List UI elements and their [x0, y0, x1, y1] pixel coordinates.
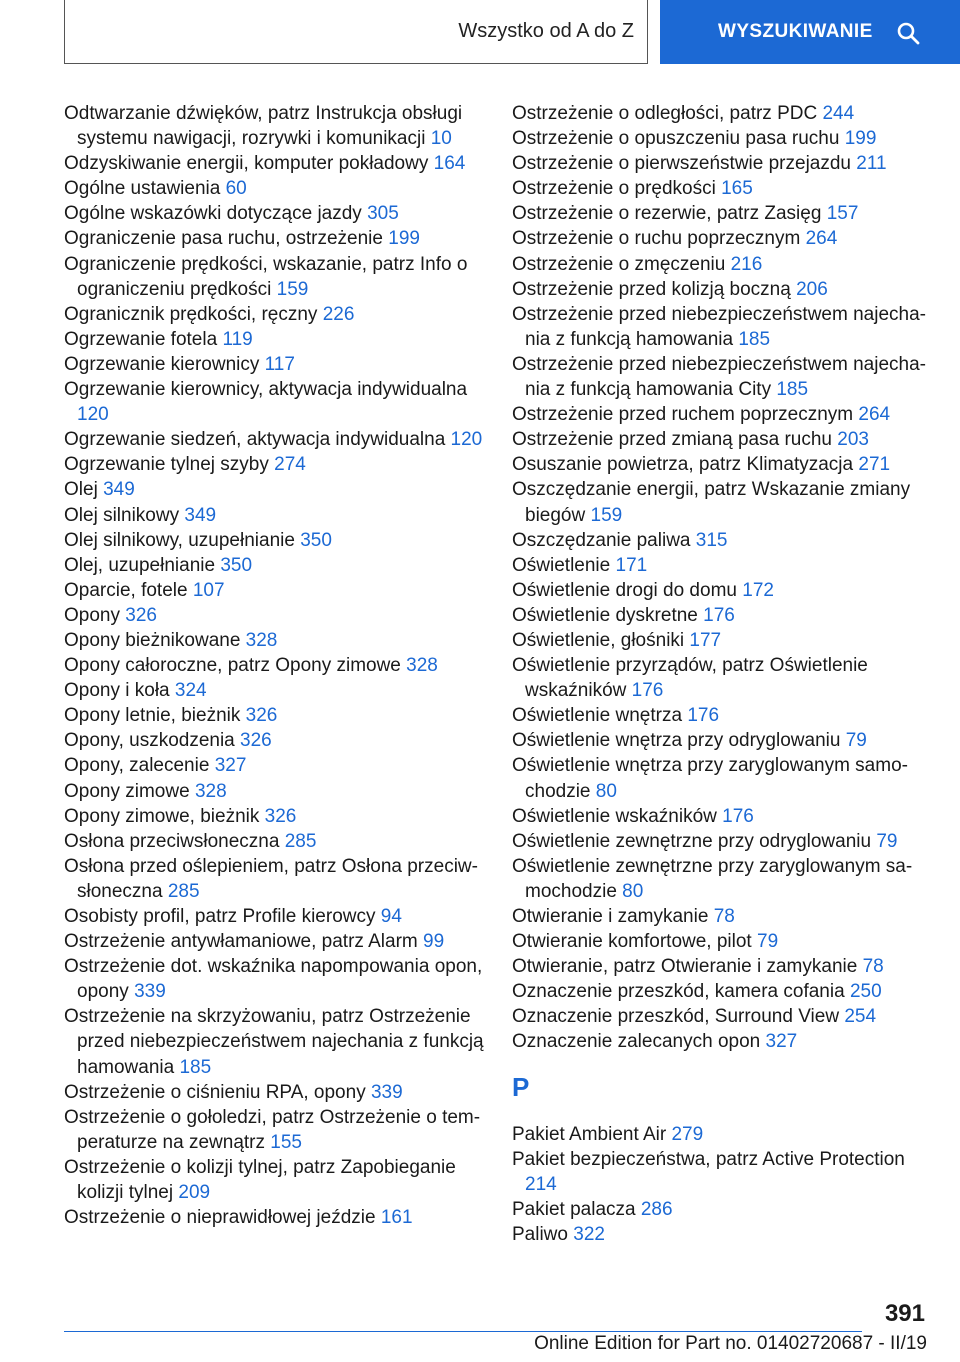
index-entry-page-link[interactable]: 176: [631, 680, 664, 702]
index-entry-page-link[interactable]: 326: [245, 705, 278, 727]
index-entry: [512, 126, 932, 151]
index-entry-page-link[interactable]: 349: [103, 479, 135, 501]
index-entry: [512, 352, 932, 402]
index-entry: [64, 452, 484, 477]
index-entry: [512, 1122, 932, 1147]
index-column-left: [64, 101, 484, 1230]
index-entry: [512, 201, 932, 226]
tab-index-a-to-z[interactable]: [64, 0, 648, 64]
index-entry: [64, 578, 484, 603]
index-entry-page-link[interactable]: 119: [222, 328, 253, 350]
index-entry: [512, 277, 932, 302]
index-entry: [64, 678, 484, 703]
section-letter-heading: P: [512, 1071, 530, 1102]
index-entry: [64, 1155, 484, 1205]
index-entry-page-link[interactable]: 185: [738, 328, 771, 350]
index-entry-page-link[interactable]: 117: [264, 353, 295, 375]
index-entry-page-link[interactable]: 155: [270, 1131, 302, 1153]
index-entry: [64, 528, 484, 553]
index-entry: [64, 302, 484, 327]
search-icon: [896, 21, 920, 45]
index-entry-page-link[interactable]: 99: [423, 931, 445, 953]
index-entry-page-link[interactable]: 328: [245, 629, 278, 651]
index-entry-page-link[interactable]: 349: [184, 504, 217, 526]
index-entry: [512, 804, 932, 829]
index-entry-page-link[interactable]: 176: [687, 705, 720, 727]
index-entry: [64, 252, 484, 302]
index-entry-page-link[interactable]: 177: [689, 629, 722, 651]
index-entry-text: Oszczędzanie paliwa: [512, 529, 691, 551]
index-entry: [64, 427, 484, 452]
index-entry-page-link[interactable]: 326: [125, 604, 157, 626]
index-entry: [64, 151, 484, 176]
index-entry-text: Olej silnikowy, uzupełnianie: [64, 529, 295, 551]
index-entry-page-link[interactable]: 324: [174, 680, 207, 702]
index-entry-text: Pakiet palacza: [512, 1198, 636, 1220]
index-entry-page-link[interactable]: 339: [134, 981, 166, 1003]
index-entry: [64, 1105, 484, 1155]
index-entry-text: Ostrzeżenie antywłamaniowe, patrz Alarm: [64, 931, 418, 953]
index-entry-page-link[interactable]: 203: [837, 429, 869, 451]
index-entry: [64, 854, 484, 904]
index-entry-text: Olej, uzupełnianie: [64, 554, 216, 576]
index-entry: [512, 101, 932, 126]
index-entry-page-link[interactable]: 161: [380, 1207, 413, 1229]
index-entry: [64, 327, 484, 352]
index-entry-text: Oparcie, fotele: [64, 579, 188, 601]
index-entry: [512, 854, 932, 904]
index-entry: [64, 779, 484, 804]
index-entry-page-link[interactable]: 165: [721, 178, 753, 200]
index-entry-text: Ostrzeżenie o rezerwie, patrz Zasięg: [512, 203, 822, 225]
index-entry-text: Ogrzewanie siedzeń, aktywacja indywidualna: [64, 429, 446, 451]
index-entry: [64, 226, 484, 251]
index-entry-text: Otwieranie, patrz Otwieranie i zamykanie: [512, 956, 858, 978]
index-entry: [512, 402, 932, 427]
index-entry-page-link[interactable]: 327: [765, 1031, 798, 1053]
index-list-p: [512, 1122, 932, 1247]
tab-search[interactable]: [660, 0, 960, 64]
index-entry: [64, 201, 484, 226]
index-entry-page-link[interactable]: 120: [77, 404, 109, 426]
index-entry: [512, 979, 932, 1004]
index-entry-text: Ogólne ustawienia: [64, 178, 221, 200]
index-entry-page-link[interactable]: 350: [220, 554, 253, 576]
index-entry: [64, 101, 484, 151]
index-entry-page-link[interactable]: 322: [573, 1223, 605, 1245]
index-entry-text: Osuszanie powietrza, patrz Klimatyzacja: [512, 454, 854, 476]
index-entry-page-link[interactable]: 159: [590, 504, 623, 526]
index-entry-text: Ostrzeżenie o gołoledzi, patrz Ostrzeżenie o temperaturze na zewnątrz: [64, 1106, 481, 1153]
index-entry: [512, 1222, 932, 1247]
index-entry-page-link[interactable]: 339: [370, 1081, 403, 1103]
index-entry-page-link[interactable]: 80: [595, 780, 617, 802]
index-entry-page-link[interactable]: 250: [849, 981, 882, 1003]
index-entry-text: Ostrzeżenie dot. wskaźnika napompowania opon, opony: [64, 956, 483, 1003]
index-entry: [512, 151, 932, 176]
index-entry-text: Ogranicznik prędkości, ręczny: [64, 303, 318, 325]
index-entry-page-link[interactable]: 79: [757, 931, 779, 953]
index-entry-page-link[interactable]: 264: [805, 228, 838, 250]
index-entry-text: Opony, zalecenie: [64, 755, 210, 777]
index-entry-page-link[interactable]: 328: [406, 655, 438, 677]
index-entry-text: Oświetlenie zewnętrzne przy odryglowaniu: [512, 830, 872, 852]
index-entry-text: Ogrzewanie fotela: [64, 328, 218, 350]
index-entry: [512, 628, 932, 653]
index-entry-page-link[interactable]: 80: [622, 880, 644, 902]
index-entry-text: Ogrzewanie tylnej szyby: [64, 454, 269, 476]
index-entry: [512, 427, 932, 452]
index-entry-text: Olej: [64, 479, 98, 501]
index-entry: [512, 1029, 932, 1054]
index-entry-text: Opony bieżnikowane: [64, 629, 241, 651]
index-entry: [64, 954, 484, 1004]
index-entry-text: Otwieranie i zamykanie: [512, 906, 709, 927]
index-entry: [512, 528, 932, 553]
index-entry-text: Ograniczenie prędkości, wskazanie, patrz Info o ograniczeniu prędkości: [64, 253, 468, 300]
index-entry-text: Oświetlenie: [512, 554, 611, 576]
index-entry: [512, 252, 932, 277]
index-entry-text: Ostrzeżenie o nieprawidłowej jeździe: [64, 1207, 376, 1229]
index-entry-text: Ostrzeżenie przed kolizją boczną: [512, 278, 791, 300]
index-entry-page-link[interactable]: 264: [858, 404, 891, 426]
index-entry: [64, 804, 484, 829]
index-entry-text: Opony i koła: [64, 680, 170, 702]
index-entry-text: Paliwo: [512, 1223, 568, 1245]
index-entry-page-link[interactable]: 78: [713, 906, 735, 927]
index-entry-text: Pakiet bezpieczeństwa, patrz Active Protection: [512, 1148, 905, 1170]
index-entry-page-link[interactable]: 78: [862, 956, 884, 978]
index-entry-text: Ostrzeżenie o zmęczeniu: [512, 253, 726, 275]
index-entry-text: Opony letnie, bieżnik: [64, 705, 241, 727]
index-list-o: [512, 101, 932, 1055]
index-entry-text: Ostrzeżenie o prędkości: [512, 178, 716, 200]
index-entry-text: Oświetlenie wskaźników: [512, 805, 717, 827]
index-entry-text: Oświetlenie wnętrza: [512, 705, 683, 727]
index-entry: [64, 703, 484, 728]
footer-edition: Online Edition for Part no. 01402720687 - II/19: [534, 1333, 927, 1354]
index-entry-page-link[interactable]: 211: [856, 153, 887, 175]
index-entry: [64, 377, 484, 427]
index-entry-text: Opony zimowe: [64, 780, 190, 802]
index-entry-text: Ostrzeżenie przed ruchem poprzecznym: [512, 404, 854, 426]
index-entry-text: Ograniczenie pasa ruchu, ostrzeżenie: [64, 228, 383, 250]
index-entry-page-link[interactable]: 326: [240, 730, 272, 752]
tab-index-label: Wszystko od A do Z: [458, 20, 634, 42]
index-entry: [64, 904, 484, 929]
index-entry-text: Opony całoroczne, patrz Opony zimowe: [64, 655, 401, 677]
index-entry: [64, 728, 484, 753]
index-entry-text: Odzyskiwanie energii, komputer pokładowy: [64, 153, 429, 175]
index-entry-page-link[interactable]: 209: [178, 1182, 211, 1204]
index-entry-page-link[interactable]: 214: [525, 1173, 557, 1195]
index-entry-text: Ogrzewanie kierownicy: [64, 353, 260, 375]
index-entry: [512, 302, 932, 352]
index-entry-page-link[interactable]: 107: [192, 579, 225, 601]
index-entry-page-link[interactable]: 286: [640, 1198, 673, 1220]
index-entry: [512, 929, 932, 954]
index-entry-page-link[interactable]: 185: [179, 1056, 212, 1078]
index-entry: [512, 703, 932, 728]
index-entry-page-link[interactable]: 315: [695, 529, 728, 551]
index-entry-page-link[interactable]: 285: [284, 830, 317, 852]
index-entry-page-link[interactable]: 199: [844, 128, 877, 150]
index-entry: [64, 1205, 484, 1230]
footer-divider: [64, 1331, 862, 1332]
index-entry: [64, 1080, 484, 1105]
tab-search-label: WYSZUKIWANIE: [718, 21, 873, 42]
index-entry-text: Ostrzeżenie o opuszczeniu pasa ruchu: [512, 128, 840, 150]
index-entry-text: Opony zimowe, bieżnik: [64, 805, 260, 827]
index-entry-page-link[interactable]: 176: [703, 604, 735, 626]
index-entry-text: Ogólne wskazówki dotyczące jazdy: [64, 203, 362, 225]
index-entry-page-link[interactable]: 226: [322, 303, 355, 325]
index-column-right: [512, 101, 932, 1247]
page-number: 391: [884, 1300, 925, 1327]
index-entry-page-link[interactable]: 172: [742, 579, 774, 601]
index-entry: [64, 829, 484, 854]
index-entry-text: Osłona przed oślepieniem, patrz Osłona przeciwsłoneczna: [64, 855, 478, 902]
index-entry: [512, 176, 932, 201]
index-entry: [64, 653, 484, 678]
index-entry-text: Opony, uszkodzenia: [64, 730, 235, 752]
index-entry-page-link[interactable]: 79: [845, 730, 867, 752]
index-entry-page-link[interactable]: 274: [274, 454, 306, 476]
index-entry-text: Ostrzeżenie na skrzyżowaniu, patrz Ostrzeżenie przed niebezpieczeństwem najechania z funkcją hamowania: [64, 1006, 484, 1078]
index-entry-page-link[interactable]: 305: [367, 203, 399, 225]
index-entry-text: Ogrzewanie kierownicy, aktywacja indywidualna: [64, 379, 468, 401]
index-entry: [64, 628, 484, 653]
index-entry-page-link[interactable]: 171: [615, 554, 648, 576]
index-entry-text: Ostrzeżenie przed niebezpieczeństwem najechania z funkcją hamowania City: [512, 353, 926, 401]
index-entry-page-link[interactable]: 157: [826, 203, 859, 225]
index-entry-page-link[interactable]: 216: [730, 253, 763, 275]
index-entry-text: Oświetlenie przyrządów, patrz Oświetlenie wskaźników: [512, 655, 868, 702]
index-entry: [512, 1147, 932, 1197]
index-entry-page-link[interactable]: 244: [822, 103, 855, 124]
index-entry-text: Osobisty profil, patrz Profile kierowcy: [64, 906, 376, 927]
index-entry-page-link[interactable]: 79: [876, 830, 898, 852]
index-entry-page-link[interactable]: 164: [433, 153, 466, 175]
index-entry-text: Oświetlenie zewnętrzne przy zaryglowanym samochodzie: [512, 855, 913, 902]
index-entry: [64, 1004, 484, 1079]
index-entry-text: Ostrzeżenie o ruchu poprzecznym: [512, 228, 801, 250]
index-entry-text: Ostrzeżenie o kolizji tylnej, patrz Zapobieganie kolizji tylnej: [64, 1156, 456, 1204]
index-entry-text: Ostrzeżenie o pierwszeństwie przejazdu: [512, 153, 851, 175]
index-entry-page-link[interactable]: 350: [300, 529, 332, 551]
index-entry-text: Oświetlenie, głośniki: [512, 629, 685, 651]
index-entry: [64, 503, 484, 528]
index-entry: [512, 954, 932, 979]
index-entry-page-link[interactable]: 327: [214, 755, 247, 777]
index-entry: [512, 753, 932, 803]
index-entry-page-link[interactable]: 328: [194, 780, 227, 802]
index-entry: [512, 728, 932, 753]
index-entry: [64, 352, 484, 377]
index-entry-text: Oświetlenie dyskretne: [512, 604, 698, 626]
index-entry-text: Ostrzeżenie przed zmianą pasa ruchu: [512, 429, 832, 451]
index-entry: [64, 176, 484, 201]
index-entry-page-link[interactable]: 159: [276, 278, 309, 300]
index-entry-page-link[interactable]: 254: [844, 1006, 877, 1028]
index-entry: [512, 603, 932, 628]
index-entry: [512, 477, 932, 527]
index-entry-text: Olej silnikowy: [64, 504, 180, 526]
index-entry-text: Oświetlenie wnętrza przy odryglowaniu: [512, 730, 841, 752]
index-entry: [512, 904, 932, 929]
index-entry-page-link[interactable]: 206: [796, 278, 828, 300]
index-entry: [512, 1004, 932, 1029]
index-entry-text: Odtwarzanie dźwięków, patrz Instrukcja obsługi systemu nawigacji, rozrywki i komunikacji: [64, 103, 463, 150]
index-list-left: [64, 101, 484, 1230]
index-entry-text: Otwieranie komfortowe, pilot: [512, 931, 752, 953]
index-entry-page-link[interactable]: 199: [388, 228, 420, 250]
index-entry-text: Ostrzeżenie o odległości, patrz PDC: [512, 103, 818, 124]
index-entry-text: Oświetlenie drogi do domu: [512, 579, 737, 601]
index-entry: [512, 452, 932, 477]
index-entry: [64, 603, 484, 628]
index-entry-page-link[interactable]: 285: [167, 880, 200, 902]
index-entry-text: Oświetlenie wnętrza przy zaryglowanym samochodzie: [512, 755, 908, 802]
index-entry: [64, 553, 484, 578]
index-entry-text: Oznaczenie zalecanych opon: [512, 1031, 761, 1053]
index-entry: [64, 477, 484, 502]
index-entry: [64, 929, 484, 954]
index-entry-text: Ostrzeżenie o ciśnieniu RPA, opony: [64, 1081, 366, 1103]
index-entry-page-link[interactable]: 120: [450, 429, 483, 451]
index-entry-page-link[interactable]: 60: [225, 178, 247, 200]
index-entry-page-link[interactable]: 185: [776, 379, 809, 401]
index-entry-text: Oznaczenie przeszkód, kamera cofania: [512, 981, 845, 1003]
index-entry-text: Pakiet Ambient Air: [512, 1123, 667, 1145]
index-entry: [512, 226, 932, 251]
index-entry-page-link[interactable]: 326: [264, 805, 297, 827]
index-entry: [512, 578, 932, 603]
index-entry: [64, 753, 484, 778]
index-entry-text: Oznaczenie przeszkód, Surround View: [512, 1006, 840, 1028]
index-entry: [512, 829, 932, 854]
index-entry-page-link[interactable]: 279: [671, 1123, 704, 1145]
index-entry-page-link[interactable]: 94: [380, 906, 402, 927]
index-entry-text: Oszczędzanie energii, patrz Wskazanie zmiany biegów: [512, 479, 911, 526]
index-entry: [512, 553, 932, 578]
index-entry-text: Ostrzeżenie przed niebezpieczeństwem najechania z funkcją hamowania: [512, 303, 926, 350]
index-entry-page-link[interactable]: 176: [722, 805, 754, 827]
index-entry-page-link[interactable]: 271: [858, 454, 891, 476]
index-entry-text: Osłona przeciwsłoneczna: [64, 830, 280, 852]
index-entry-page-link[interactable]: 10: [430, 128, 452, 150]
index-entry-text: Opony: [64, 604, 120, 626]
index-entry: [512, 653, 932, 703]
index-entry: [512, 1197, 932, 1222]
